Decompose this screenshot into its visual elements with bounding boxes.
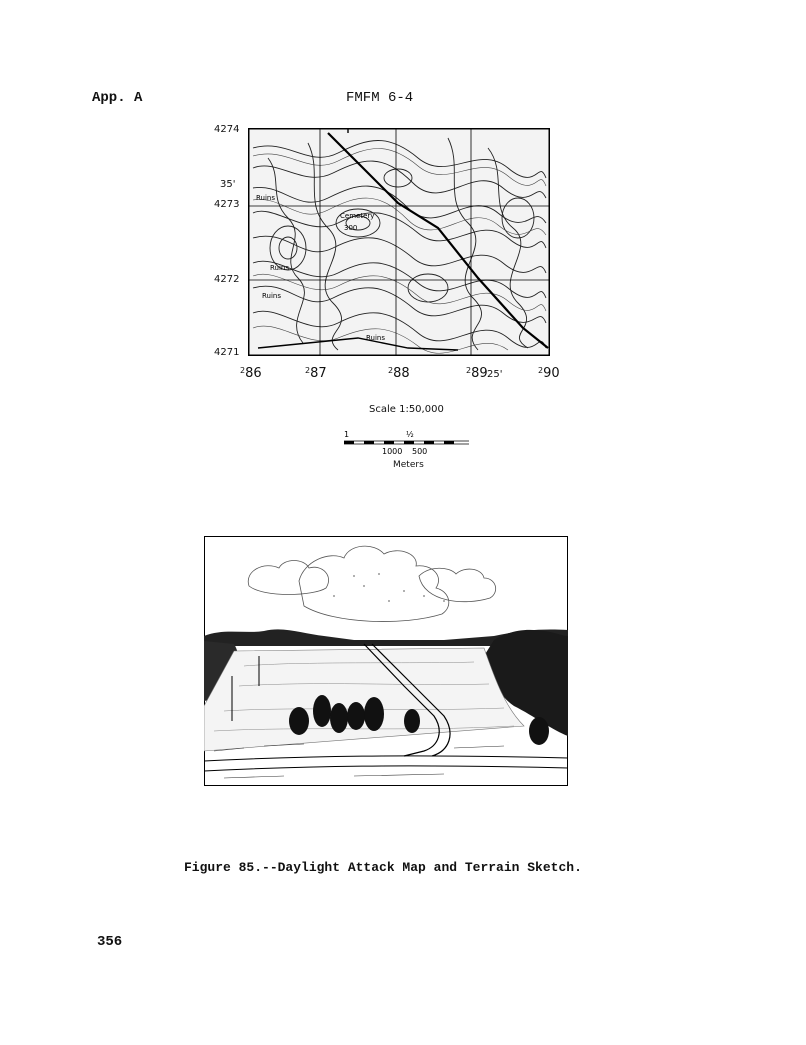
easting-label-286: $^2$86 <box>240 366 262 381</box>
scale-units: Meters <box>393 460 424 470</box>
northing-label-4271: 4271 <box>214 347 240 358</box>
running-header-manual: FMFM 6-4 <box>346 90 414 106</box>
scale-label-500: 500 <box>412 447 428 455</box>
easting-label-288: $^2$88 <box>388 366 410 381</box>
scale-label-one: 1 <box>344 430 350 439</box>
elevation-label: 300 <box>344 224 358 232</box>
scale-bar <box>344 429 474 455</box>
easting-label-289: $^2$89 <box>466 366 488 381</box>
easting-label-287: $^2$87 <box>305 366 327 381</box>
place-name: Ruins <box>366 334 386 342</box>
topographic-map <box>248 128 550 356</box>
northing-label-4274: 4274 <box>214 124 240 135</box>
terrain-sketch <box>204 536 568 786</box>
map-scale-title: Scale 1:50,000 <box>369 404 444 415</box>
minute-label-35: 35' <box>220 179 236 190</box>
minute-label-25: 25' <box>487 369 503 380</box>
running-header-appendix: App. A <box>92 90 143 106</box>
page-number: 356 <box>97 934 123 950</box>
northing-label-4272: 4272 <box>214 274 240 285</box>
place-name: Ruins <box>256 194 276 202</box>
scale-label-1000: 1000 <box>382 447 403 455</box>
scale-label-half: ½ <box>406 430 414 439</box>
figure-caption: Figure 85.--Daylight Attack Map and Terrain Sketch. <box>184 860 582 875</box>
easting-label-290: $^2$90 <box>538 366 560 381</box>
place-name: Ruins <box>262 292 282 300</box>
place-name: Cemetery <box>340 212 375 220</box>
place-name: Ruins <box>270 264 290 272</box>
northing-label-4273: 4273 <box>214 199 240 210</box>
